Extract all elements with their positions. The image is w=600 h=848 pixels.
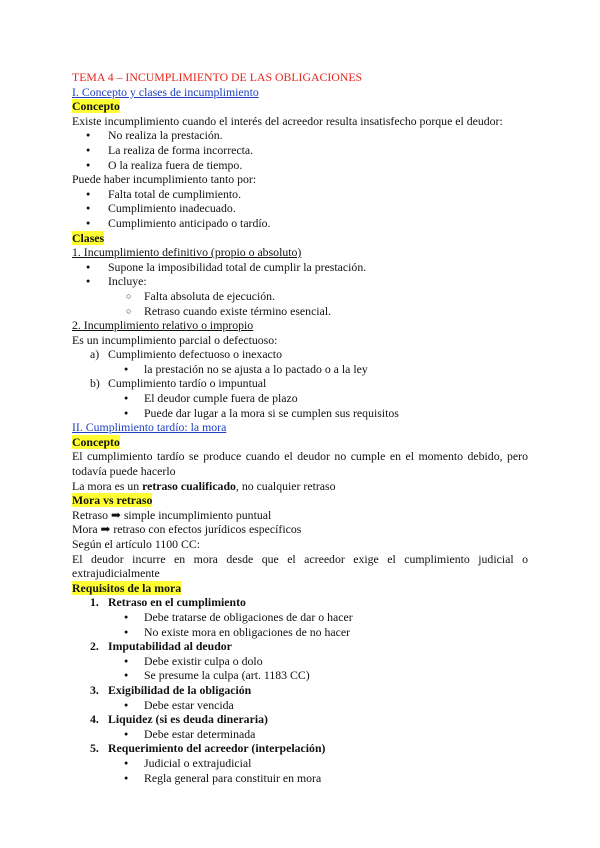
sub-list-item: ● Debe estar vencida bbox=[72, 698, 528, 713]
puede-paragraph: Puede haber incumplimiento tanto por: bbox=[72, 172, 257, 187]
sub-list-item: ● la prestación no se ajusta a lo pactado o a la ley bbox=[72, 362, 528, 377]
sub-list-item: ○ Retraso cuando existe término esencial. bbox=[72, 304, 528, 319]
segun-line: Según el artículo 1100 CC: bbox=[72, 537, 201, 551]
vs-line-2: Mora ➡ retraso con efectos jurídicos específicos bbox=[72, 522, 302, 537]
vs-line-1: Retraso ➡ simple incumplimiento puntual bbox=[72, 507, 272, 522]
list-item: ● No realiza la prestación. bbox=[72, 128, 528, 143]
document-page bbox=[72, 70, 528, 785]
intro-paragraph: Existe incumplimiento cuando el interés del acreedor resulta insatisfecho porque el deudor: bbox=[72, 113, 503, 128]
sub-list-item: ● Debe estar determinada bbox=[72, 727, 528, 742]
section-2-heading: II. Cumplimiento tardío: la mora bbox=[72, 420, 227, 435]
sub-list-item: ○ Falta absoluta de ejecución. bbox=[72, 289, 528, 304]
alpha-item-a: a) Cumplimiento defectuoso o inexacto bbox=[90, 347, 282, 362]
concepto-label-1: Concepto bbox=[72, 99, 120, 114]
sub-list-item: ● No existe mora en obligaciones de no hacer bbox=[72, 625, 528, 640]
sub-list-item: ● Debe tratarse de obligaciones de dar o hacer bbox=[72, 610, 528, 625]
clase-2-heading: 2. Incumplimiento relativo o impropio bbox=[72, 318, 254, 333]
list-item: ● Supone la imposibilidad total de cumplir la prestación. bbox=[72, 260, 528, 275]
concepto-label-2: Concepto bbox=[72, 434, 120, 449]
sub-list-item: ● Se presume la culpa (art. 1183 CC) bbox=[72, 668, 528, 683]
mora-paragraph: La mora es un retraso cualificado, no cualquier retraso bbox=[72, 478, 336, 493]
list-item: ● Cumplimiento inadecuado. bbox=[72, 201, 528, 216]
requisito-item: 2. Imputabilidad al deudor bbox=[90, 639, 232, 654]
sub-list-item: ● El deudor cumple fuera de plazo bbox=[72, 391, 528, 406]
clase-2-intro: Es un incumplimiento parcial o defectuoso: bbox=[72, 332, 278, 347]
list-item: ● La realiza de forma incorrecta. bbox=[72, 143, 528, 158]
clases-label: Clases bbox=[72, 230, 105, 245]
requisito-item: 4. Liquidez (si es deuda dineraria) bbox=[90, 712, 268, 727]
sub-list-item: ● Judicial o extrajudicial bbox=[72, 756, 528, 771]
mora-vs-retraso-label: Mora vs retraso bbox=[72, 493, 153, 508]
segun-paragraph: El deudor incurre en mora desde que el acreedor exige el cumplimiento judicial o extrajudicialmente bbox=[72, 551, 528, 581]
alpha-item-b: b) Cumplimiento tardío o impuntual bbox=[90, 376, 267, 391]
list-item: ● O la realiza fuera de tiempo. bbox=[72, 158, 528, 173]
requisito-item: 3. Exigibilidad de la obligación bbox=[90, 682, 252, 697]
requisito-item: 1. Retraso en el cumplimiento bbox=[90, 595, 246, 610]
concepto-paragraph: El cumplimiento tardío se produce cuando el deudor no cumple en el momento debido, pero todavía puede hacerlo bbox=[72, 449, 528, 479]
list-item: ● Falta total de cumplimiento. bbox=[72, 187, 528, 202]
requisitos-label: Requisitos de la mora bbox=[72, 580, 182, 595]
requisito-item: 5. Requerimiento del acreedor (interpelación) bbox=[90, 741, 326, 756]
sub-list-item: ● Puede dar lugar a la mora si se cumplen sus requisitos bbox=[72, 406, 528, 421]
list-item: ● Incluye: bbox=[72, 274, 528, 289]
sub-list-item: ● Regla general para constituir en mora bbox=[72, 771, 528, 786]
sub-list-item: ● Debe existir culpa o dolo bbox=[72, 654, 528, 669]
section-1-heading: I. Concepto y clases de incumplimiento bbox=[72, 84, 259, 99]
clase-1-heading: 1. Incumplimiento definitivo (propio o absoluto) bbox=[72, 245, 302, 260]
list-item: ● Cumplimiento anticipado o tardío. bbox=[72, 216, 528, 231]
document-title: TEMA 4 – INCUMPLIMIENTO DE LAS OBLIGACIONES bbox=[72, 70, 363, 84]
